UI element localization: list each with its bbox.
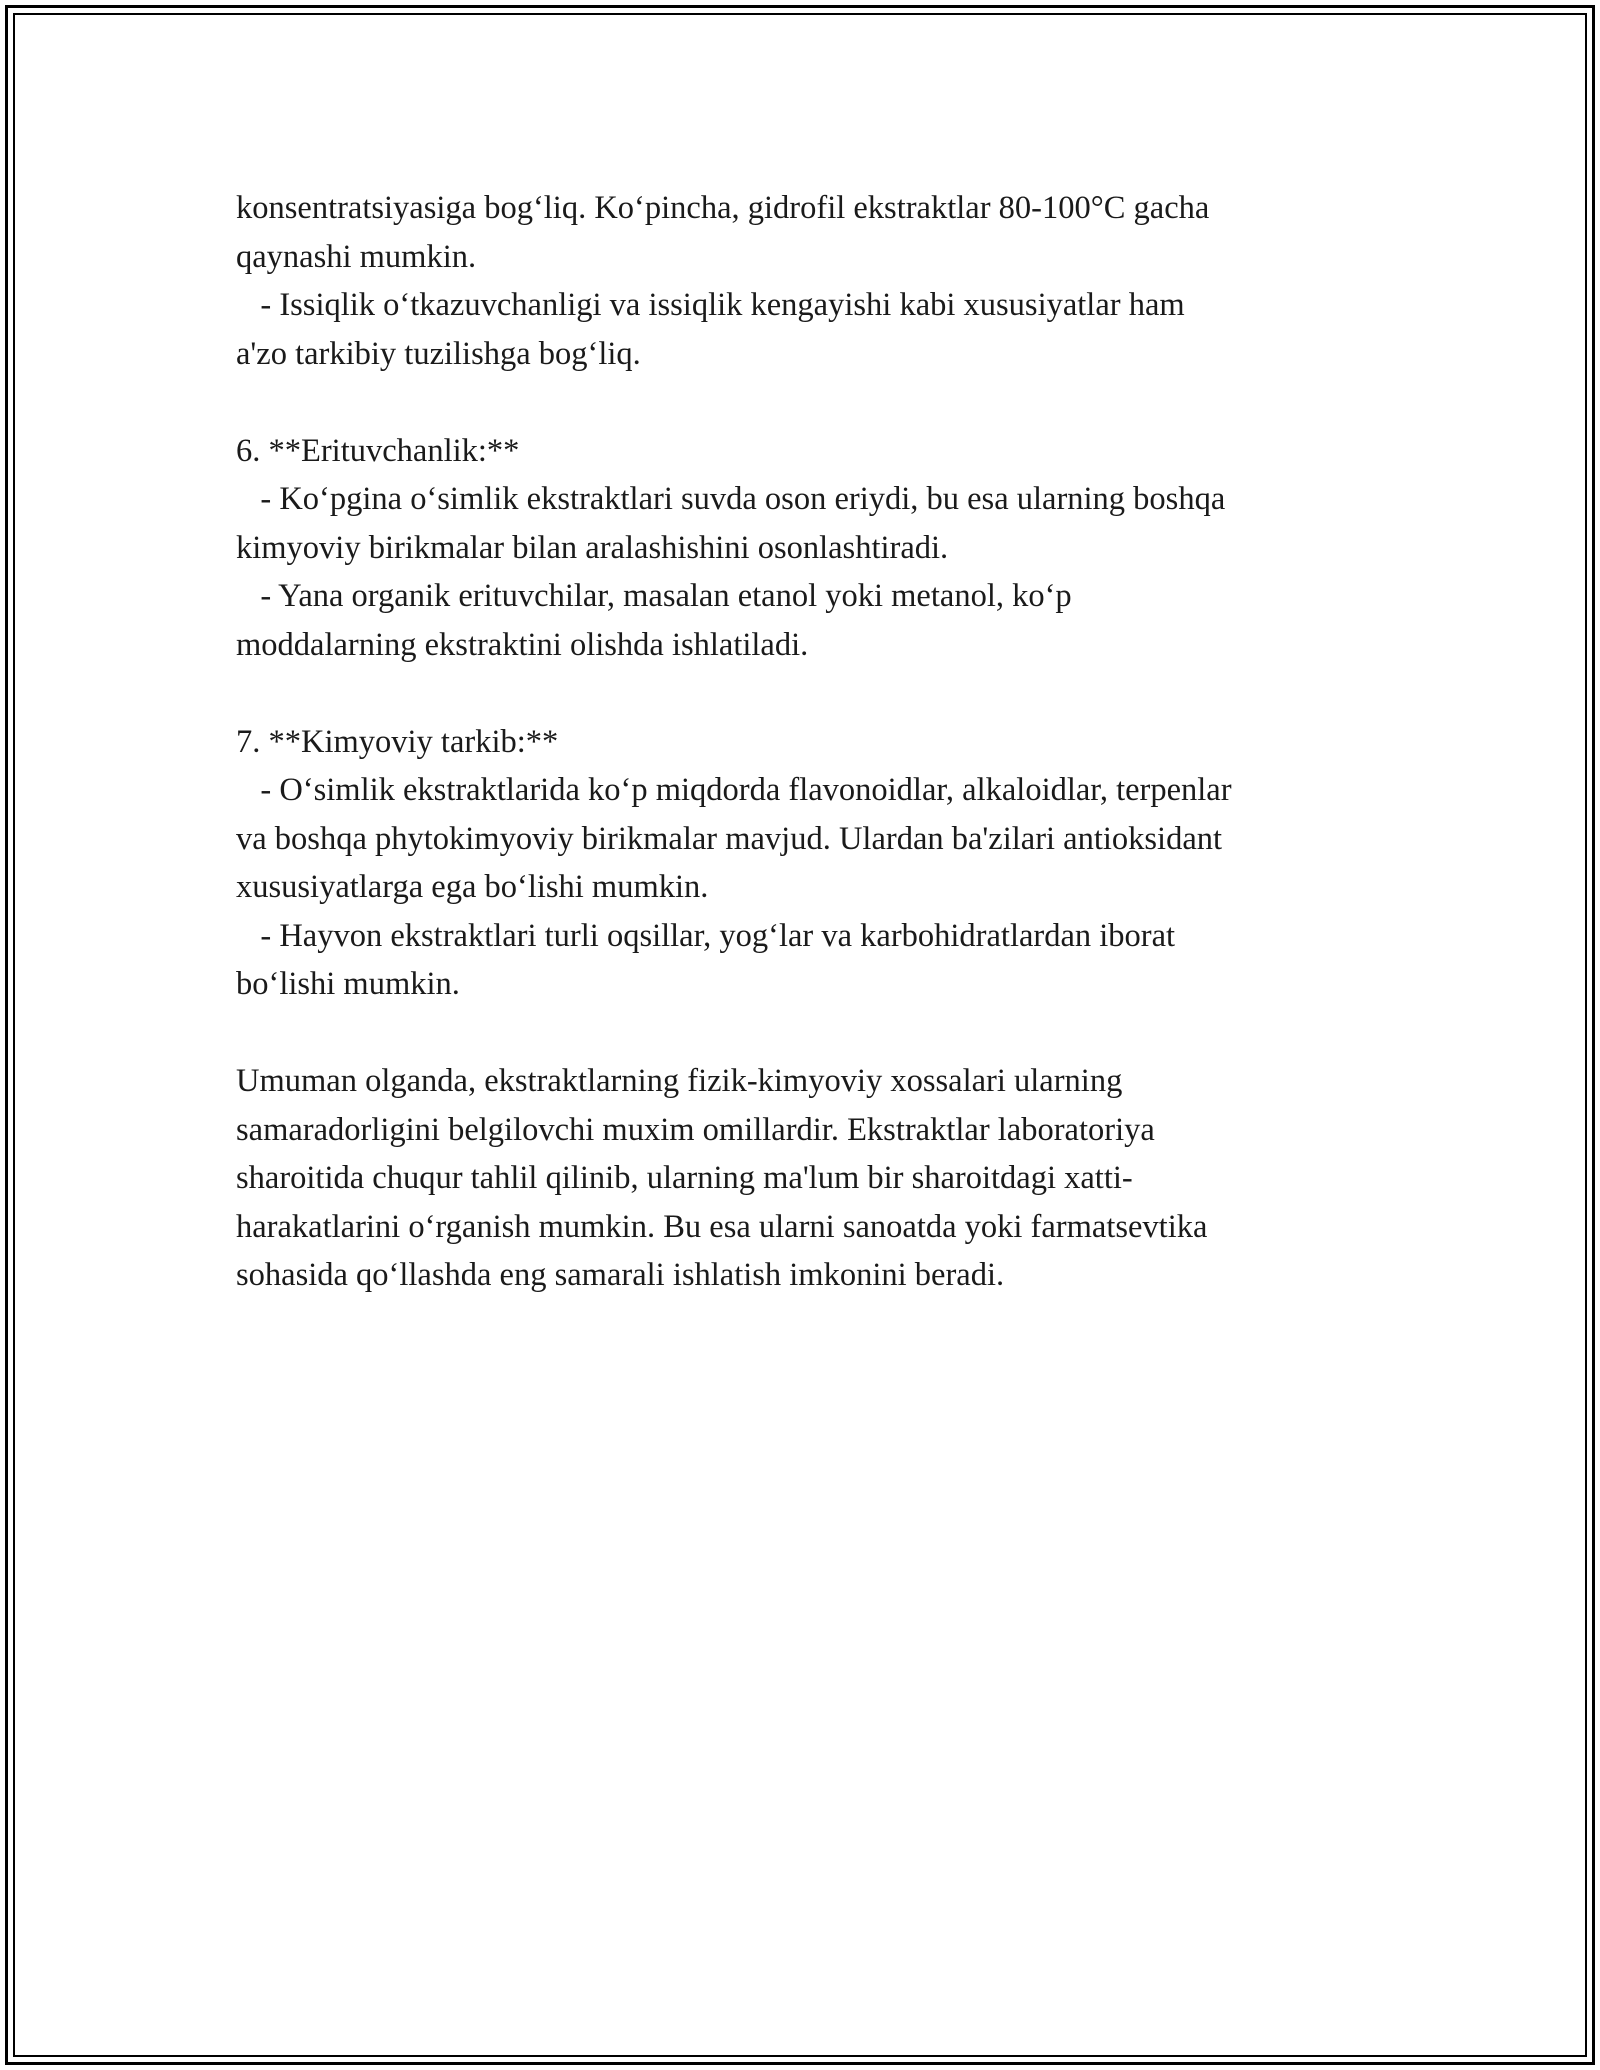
text-line: qaynashi mumkin.: [236, 238, 477, 275]
text-line: a'zo tarkibiy tuzilishga bog‘liq.: [236, 335, 641, 372]
section-heading: 7. **Kimyoviy tarkib:**: [236, 723, 559, 760]
conclusion-line: harakatlarini o‘rganish mumkin. Bu esa ularni sanoatda yoki farmatsevtika: [236, 1208, 1208, 1245]
blank-line: [236, 378, 1366, 427]
section-heading: 6. **Erituvchanlik:**: [236, 432, 520, 469]
blank-line: [236, 669, 1366, 718]
text-line: - Ko‘pgina o‘simlik ekstraktlari suvda oson eriydi, bu esa ularning boshqa: [236, 481, 1226, 517]
text-line: - Issiqlik o‘tkazuvchanligi va issiqlik kengayishi kabi xususiyatlar ham: [236, 287, 1185, 323]
text-line: konsentratsiyasiga bog‘liq. Ko‘pincha, gidrofil ekstraktlar 80-100°C gacha: [236, 190, 1210, 226]
conclusion-line: samaradorligini belgilovchi muxim omillardir. Ekstraktlar laboratoriya: [236, 1111, 1155, 1148]
conclusion-line: sohasida qo‘llashda eng samarali ishlatish imkonini beradi.: [236, 1257, 1005, 1293]
text-line: moddalarning ekstraktini olishda ishlatiladi.: [236, 626, 809, 663]
text-line: - Yana organik erituvchilar, masalan etanol yoki metanol, ko‘p: [236, 578, 1072, 614]
text-line: kimyoviy birikmalar bilan aralashishini osonlashtiradi.: [236, 529, 949, 566]
blank-line: [236, 1009, 1366, 1058]
text-line: - O‘simlik ekstraktlarida ko‘p miqdorda flavonoidlar, alkaloidlar, terpenlar: [236, 772, 1232, 808]
text-line: bo‘lishi mumkin.: [236, 966, 460, 1002]
document-body: [236, 184, 1366, 1300]
conclusion-line: Umuman olganda, ekstraktlarning fizik-kimyoviy xossalari ularning: [236, 1063, 1123, 1099]
text-line: - Hayvon ekstraktlari turli oqsillar, yog‘lar va karbohidratlardan iborat: [236, 917, 1176, 954]
text-line: xususiyatlarga ega bo‘lishi mumkin.: [236, 869, 709, 905]
text-line: va boshqa phytokimyoviy birikmalar mavjud. Ulardan ba'zilari antioksidant: [236, 820, 1223, 857]
conclusion-line: sharoitida chuqur tahlil qilinib, ularning ma'lum bir sharoitdagi xatti-: [236, 1160, 1133, 1196]
